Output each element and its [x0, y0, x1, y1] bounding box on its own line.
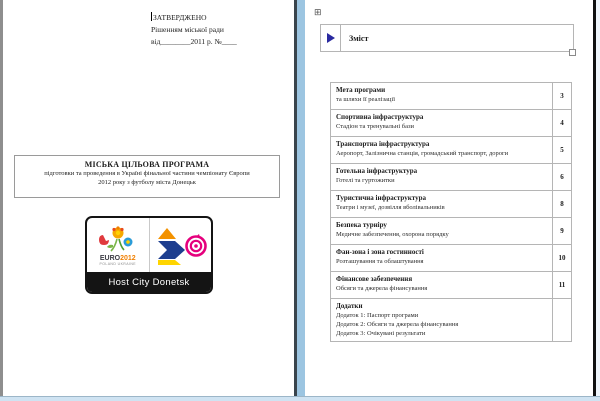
- approval-line-2: Рішенням міської ради: [151, 25, 224, 34]
- toc-entry-subtitle: та шляхи її реалізації: [336, 96, 396, 103]
- toc-entry-page: 3: [552, 83, 571, 109]
- toc-row: [331, 191, 571, 218]
- toc-entry-title: Фан-зона і зона гостинності: [336, 248, 424, 256]
- window-bottom-edge: [0, 396, 600, 401]
- toc-row: [331, 299, 571, 341]
- toc-entry-subtitle: Розташування та облаштування: [336, 258, 424, 265]
- program-title: МІСЬКА ЦІЛЬОВА ПРОГРАМА: [84, 160, 210, 169]
- toc-entry-title: Спортивна інфраструктура: [336, 113, 424, 121]
- toc-table: [330, 82, 572, 342]
- euro2012-logo: [87, 218, 150, 272]
- toc-entry-page: 8: [552, 191, 571, 217]
- euro2012-wordmark: EURO2012: [99, 254, 136, 262]
- host-city-badge: [85, 216, 213, 294]
- approval-line-1: ЗАТВЕРДЖЕНО: [153, 13, 207, 22]
- toc-entry-subtitle: Аеропорт, Залізнична станція, громадський транспорт, дороги: [336, 150, 509, 157]
- table-resize-handle[interactable]: [569, 49, 576, 56]
- program-subtitle-1: підготовки та проведення в Україні фінальної частини чемпіонату Європи: [44, 170, 250, 177]
- donetsk-logo: [150, 218, 212, 272]
- contents-marker-cell: [321, 25, 341, 51]
- toc-row: [331, 272, 571, 299]
- contents-header-box: [320, 24, 574, 52]
- toc-row: [331, 164, 571, 191]
- approval-block: [151, 12, 281, 48]
- document-page-left: [3, 0, 294, 396]
- toc-entry-page: 6: [552, 164, 571, 190]
- toc-entry-title: Транспортна інфраструктура: [336, 140, 430, 148]
- toc-entry-subtitle: Додаток 2: Обсяги та джерела фінансування: [336, 321, 459, 328]
- toc-entry-title: Додатки: [336, 302, 363, 310]
- toc-entry-title: Готельна інфраструктура: [336, 167, 418, 175]
- toc-row: [331, 83, 571, 110]
- euro2012-flower-icon: [95, 225, 141, 255]
- euro2012-sublabel: POLAND UKRAINE: [99, 261, 137, 266]
- contents-title: Зміст: [349, 33, 369, 43]
- donetsk-emblem-icon: [152, 224, 208, 266]
- badge-logos: [87, 218, 211, 272]
- toc-entry-page: 10: [552, 245, 571, 271]
- host-city-caption: Host City Donetsk: [87, 272, 211, 292]
- toc-entry-subtitle: Стадіон та тренувальні бази: [336, 123, 415, 130]
- toc-entry-page: 5: [552, 137, 571, 163]
- toc-entry-subtitle: Готелі та гуртожитки: [336, 177, 395, 184]
- page-divider-gap: [297, 0, 305, 397]
- toc-entry-subtitle: Додаток 1: Паспорт програми: [336, 312, 419, 319]
- text-cursor: [151, 12, 152, 21]
- window-right-margin: [596, 0, 600, 397]
- toc-entry-title: Туристична інфраструктура: [336, 194, 426, 202]
- toc-entry-subtitle: Обсяги та джерела фінансування: [336, 285, 428, 292]
- toc-entry-page: 4: [552, 110, 571, 136]
- arrow-right-icon: [327, 33, 335, 43]
- toc-entry-title: Мета програми: [336, 86, 386, 94]
- approval-line-3: від________2011 р. №____: [151, 37, 237, 46]
- toc-entry-page: 9: [552, 218, 571, 244]
- toc-entry-subtitle: Медичне забезпечення, охорона порядку: [336, 231, 449, 238]
- toc-row: [331, 218, 571, 245]
- toc-row: [331, 137, 571, 164]
- program-title-box: [14, 155, 280, 198]
- toc-entry-title: Фінансове забезпечення: [336, 275, 413, 283]
- toc-entry-subtitle: Театри і музеї, дозвілля вболівальників: [336, 204, 445, 211]
- toc-row: [331, 245, 571, 272]
- toc-entry-title: Безпека турніру: [336, 221, 387, 229]
- toc-row: [331, 110, 571, 137]
- toc-entry-subtitle: Додаток 3: Очікувані результати: [336, 330, 426, 337]
- toc-entry-page: [552, 299, 571, 341]
- toc-entry-page: 11: [552, 272, 571, 298]
- table-move-handle-icon[interactable]: ⊞: [314, 8, 322, 18]
- document-page-right: [305, 0, 593, 396]
- program-subtitle-2: 2012 року з футболу міста Донецьк: [98, 179, 196, 186]
